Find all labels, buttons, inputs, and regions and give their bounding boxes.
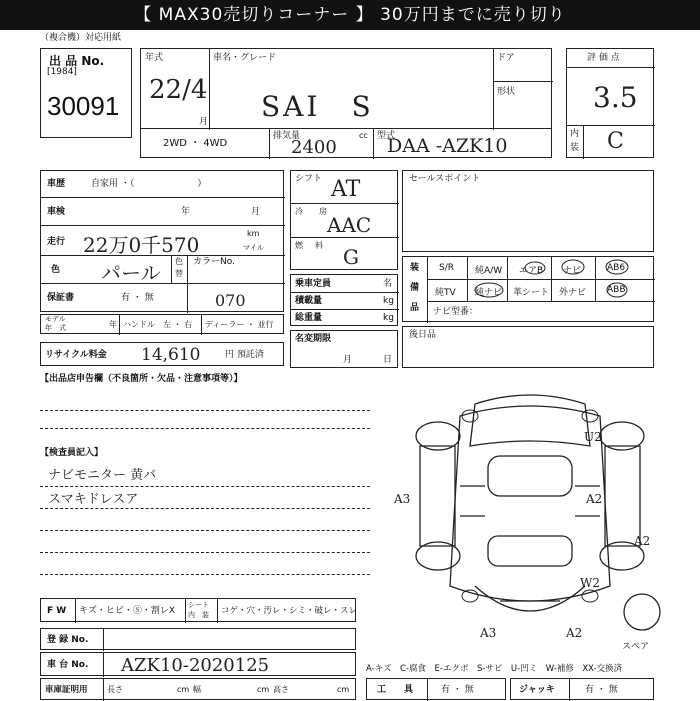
venue-code: [1984] [47,67,77,77]
chassis-label: 車 台 No. [47,660,89,670]
chassis-row [40,652,356,676]
color-change-1: 色 [175,257,183,266]
year-value: 22/4 [149,75,208,105]
deadline-block [290,330,398,368]
chassis-value: AZK10-2020125 [121,655,270,676]
jack-row [510,678,654,700]
inspector-label: 【検査員記入】 [40,448,104,458]
lot-box [40,48,132,138]
model-year-unit: 年 [109,320,117,329]
equip-item-10: ABB [607,285,626,295]
car-name-label: 車名・グレード [213,53,277,63]
aftermarket-box [402,326,654,368]
note-line-2: スマキドレスア [48,492,139,507]
color-label: 色 [51,265,61,275]
drive-type: 2WD ・ 4WD [163,138,228,149]
capacity-unit: 名 [383,279,393,289]
warranty-label: 保証書 [47,293,75,303]
displacement-value: 2400 [291,137,337,158]
model-label: 型式 [377,131,396,141]
fuel-label-2: 料 [315,241,323,250]
equip-item-4: ナビ [563,266,582,276]
jack-options: 有 ・ 無 [585,685,618,695]
recycle-value: 14,610 [141,345,201,365]
registration-row [40,628,356,650]
navi-type-label: ナビ型番： [433,307,479,317]
color-change-2: 替 [175,269,183,278]
seat-text: コゲ・穴・汚レ・シミ・破レ・スレ [221,606,358,616]
cert-height: 高さ [273,685,289,694]
sale-banner: 【 MAX30売切りコーナー 】 30万円までに売り切り [0,0,700,30]
gross-label: 総重量 [295,313,323,323]
score-label: 評 価 点 [587,53,620,63]
mileage-value: 22万0千570 [83,233,200,257]
lot-number: 30091 [47,91,120,121]
equipment-label-2: 備 [410,283,420,293]
tools-row [366,678,506,700]
mileage-unit-mile: マイル [243,244,264,252]
score-value: 3.5 [593,81,638,114]
inspection-year: 年 [181,207,191,217]
equip-item-3: エアB [519,266,544,276]
recycle-label: リサイクル料金 [45,350,107,360]
fuel-label-1: 燃 [295,241,303,250]
interior-value: C [607,129,624,154]
cert-cm-2: cm [257,685,270,694]
shift-ac-fuel-block [290,170,398,270]
dealer-label: ディーラー ・ 並行 [205,320,274,329]
car-name-value: SAI S [261,90,374,123]
equip-item-7: 純ナビ [475,288,503,298]
color-no-label: カラーNo. [193,257,235,267]
mark-u2: U2 [584,430,602,444]
equipment-circles [403,257,655,323]
history-value: 自家用 ・（ ） [91,179,207,189]
car-damage-diagram [380,386,680,646]
cert-width: 幅 [193,685,201,694]
aftermarket-label: 後日品 [409,330,437,340]
history-block [40,170,284,312]
color-no-value: 070 [215,291,246,310]
model-value: DAA -AZK10 [387,135,508,157]
seat-label-2: 内 装 [188,611,209,619]
declaration-label: 【出品店申告欄（不良箇所・欠品・注意事項等）】 [40,374,243,384]
equipment-label-1: 装 [410,263,420,273]
equipment-box [402,256,654,322]
cert-cm-3: cm [337,685,350,694]
mark-a2-right-1: A2 [586,492,603,506]
inspection-label: 車検 [47,207,66,217]
recycle-row [40,342,284,366]
cert-cm-1: cm [177,685,190,694]
note-line-1: ナビモニター 黄バ [48,468,157,483]
equip-item-5: AB6 [607,263,626,273]
month-suffix: 月 [199,117,209,127]
cert-label: 車庫証明用 [45,685,88,695]
exhibit-label: 出 品 No. [49,54,105,68]
mileage-unit-km: km [247,229,260,238]
model-year-label-2: 年 式 [45,324,66,332]
reg-label: 登 録 No. [47,635,89,645]
mark-a3-bottom: A3 [480,626,497,640]
equip-item-6: 純TV [435,288,456,298]
fuel-value: G [343,245,359,269]
vehicle-header-box [140,48,552,129]
door-label: ドア [497,53,515,63]
equip-item-2: 純A/W [475,266,503,276]
garage-cert-row [40,678,356,700]
interior-label-2: 装 [570,143,580,153]
score-box [566,48,654,158]
inspection-month: 月 [251,207,261,217]
load-label: 積載量 [295,296,323,306]
shift-label: シフト [295,174,323,184]
color-value: パール [101,261,161,285]
tools-label: 工 具 [377,685,414,695]
spec-row [140,128,552,158]
interior-label-1: 内 [570,129,580,139]
capacity-label: 乗車定員 [295,279,332,289]
displacement-label: 排気量 [273,131,301,141]
jack-label: ジャッキ [519,685,555,695]
deadline-day: 日 [383,355,393,365]
seat-label-1: シート [188,601,209,609]
equipment-label-3: 品 [410,303,420,313]
shape-label: 形状 [497,87,516,97]
ac-label-1: 冷 [295,207,303,216]
capacity-block [290,274,398,326]
fw-seat-row [40,598,356,622]
model-year-row [40,314,284,334]
fw-label: F W [47,606,67,616]
load-unit: kg [383,296,394,306]
shift-value: AT [331,177,361,202]
fw-text: キズ・ヒビ・Ⓢ・割レX [79,606,175,616]
year-label: 年式 [145,53,164,63]
cert-length: 長さ [107,685,123,694]
deadline-month: 月 [343,355,353,365]
mark-a2-right-2: A2 [634,534,651,548]
gross-unit: kg [383,313,394,323]
mark-w2: W2 [580,576,600,590]
ac-value: AAC [327,213,372,237]
form-note: （複合機）対応用紙 [40,33,122,43]
handle-label: ハンドル 左 ・ 右 [123,320,193,329]
cc-unit: cc [359,131,368,140]
equip-item-1: S/R [439,263,454,273]
history-label: 車歴 [47,179,66,189]
equip-item-9: 外ナビ [559,288,587,298]
mileage-label: 走行 [47,237,66,247]
sales-point-label: セールスポイント [409,174,481,184]
warranty-options: 有 ・ 無 [121,293,154,303]
deadline-label: 名変期限 [295,334,332,344]
mark-a3-left: A3 [394,492,411,506]
spare-label: スペア [622,642,650,652]
equip-item-8: 革シート [513,288,550,298]
mark-a2-bottom: A2 [566,626,583,640]
tools-options: 有 ・ 無 [441,685,474,695]
model-year-label-1: モデル [45,315,66,323]
ac-label-2: 房 [319,207,327,216]
recycle-unit: 円 預託済 [225,350,264,360]
sales-point-box [402,170,654,252]
damage-legend: A-キズ C-腐食 E-エクボ S-サビ U-凹ミ W-補修 XX-交換済 [366,664,623,674]
